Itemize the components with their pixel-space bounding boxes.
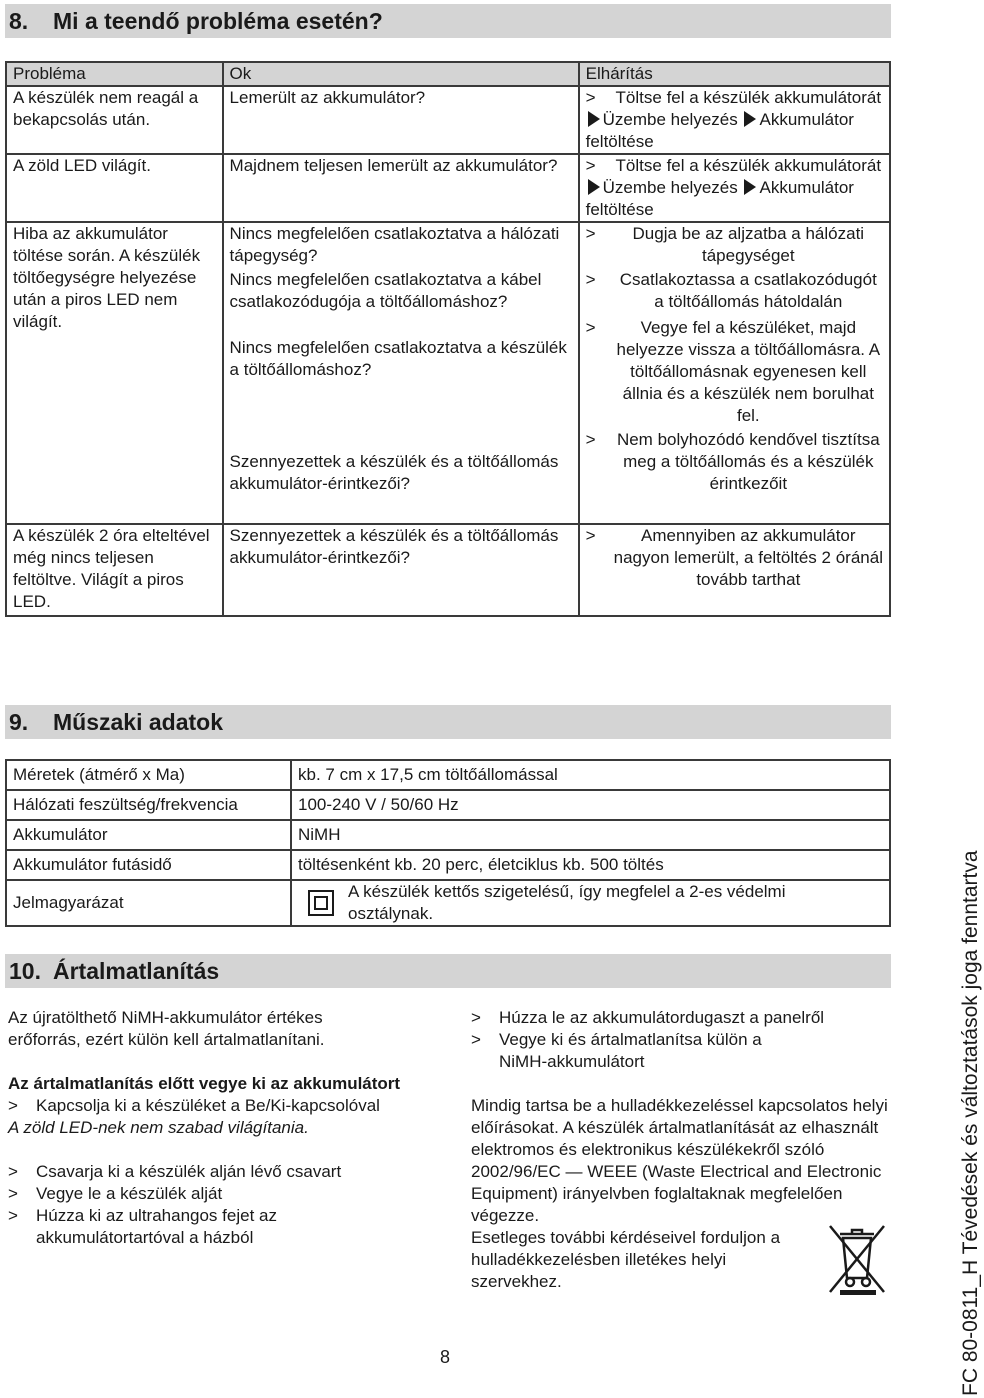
spec-value: NiMH bbox=[291, 820, 890, 850]
spec-label: Akkumulátor bbox=[6, 820, 291, 850]
disposal-heading: Az ártalmatlanítás előtt vegye ki az akkumulátort bbox=[8, 1074, 401, 1093]
problem-cell: A készülék 2 óra elteltével még nincs teljesen feltöltve. Világít a piros LED. bbox=[6, 524, 223, 616]
disposal-note: A zöld LED-nek nem szabad világítania. bbox=[8, 1118, 309, 1137]
navigation-path bbox=[586, 177, 883, 199]
spec-row bbox=[6, 820, 890, 850]
remedy-cell bbox=[579, 154, 890, 222]
nav-step: Akkumulátor bbox=[759, 110, 854, 129]
table-row bbox=[6, 86, 890, 154]
spec-label: Jelmagyarázat bbox=[6, 880, 291, 926]
cause-cell: Majdnem teljesen lemerült az akkumulátor? bbox=[223, 154, 579, 222]
cause-text: Nincs megfelelően csatlakoztatva a készülék a töltőállomáshoz? bbox=[229, 338, 567, 379]
remedy-text: Amennyiben az akkumulátor nagyon lemerült, a feltöltés 2 óránál tovább tarthat bbox=[613, 526, 883, 589]
problem-cell: A készülék nem reagál a bekapcsolás után. bbox=[6, 86, 223, 154]
cause-cell: Szennyezettek a készülék és a töltőállomás akkumulátor-érintkezői? bbox=[223, 524, 579, 616]
cause-text: Nincs megfelelően csatlakoztatva a kábel csatlakozódugója a töltőállomáshoz? bbox=[229, 270, 542, 311]
bullet-symbol: > bbox=[8, 1206, 18, 1225]
table-row bbox=[6, 222, 890, 524]
remedy-text: Dugja be az aljzatba a hálózati tápegységet bbox=[632, 224, 865, 265]
spec-label: Hálózati feszültség/frekvencia bbox=[6, 790, 291, 820]
triangle-arrow-icon bbox=[588, 111, 600, 127]
nav-step: Üzembe helyezés bbox=[602, 110, 738, 129]
spec-value: töltésenként kb. 20 perc, életciklus kb. 500 töltés bbox=[291, 850, 890, 880]
table-row bbox=[6, 524, 890, 616]
nav-step: Üzembe helyezés bbox=[602, 178, 738, 197]
problem-cell: A zöld LED világít. bbox=[6, 154, 223, 222]
disposal-paragraph: Mindig tartsa be a hulladékkezeléssel kapcsolatos helyi előírásokat. A készülék ártalmatlanítását az elhasznált elektromos és elektronikus készülékekről szóló 2002/96/EC — WEEE (Waste Electrical and Electronic Equipment) irányelvben foglaltaknak megfelelően végezze. bbox=[471, 1096, 888, 1225]
bullet-symbol: > bbox=[8, 1184, 18, 1203]
section-title: Műszaki adatok bbox=[53, 709, 223, 735]
table-row bbox=[6, 154, 890, 222]
remedy-text: Töltse fel a készülék akkumulátorát bbox=[615, 156, 882, 175]
section-10-heading bbox=[5, 954, 891, 988]
disposal-intro: Az újratölthető NiMH-akkumulátor értékes erőforrás, ezért külön kell ártalmatlanítani. bbox=[8, 1008, 325, 1049]
specs-table bbox=[5, 759, 891, 927]
section-number: 10. bbox=[9, 958, 41, 984]
bullet-symbol: > bbox=[585, 270, 596, 289]
page-number: 8 bbox=[440, 1347, 451, 1367]
triangle-arrow-icon bbox=[744, 111, 756, 127]
spec-row bbox=[6, 880, 890, 926]
remedy-cell bbox=[579, 222, 890, 524]
navigation-path bbox=[586, 109, 883, 131]
section-title: Ártalmatlanítás bbox=[53, 958, 220, 984]
nav-step: feltöltése bbox=[585, 200, 654, 219]
bullet-symbol: > bbox=[585, 88, 596, 107]
spec-value: kb. 7 cm x 17,5 cm töltőállomással bbox=[291, 760, 890, 790]
disposal-paragraph: Esetleges további kérdéseivel forduljon a hulladékkezelésben illetékes helyi szervekhez. bbox=[471, 1228, 781, 1291]
remedy-text: Vegye fel a készüléket, majd helyezze vissza a töltőállomásra. A töltőállomásnak egyenesen kell állnia és a készülék nem borulhat fel. bbox=[616, 318, 881, 425]
bullet-symbol: > bbox=[585, 526, 596, 545]
spec-label: Méretek (átmérő x Ma) bbox=[6, 760, 291, 790]
disposal-step: Csavarja ki a készülék alján lévő csavart bbox=[36, 1162, 342, 1181]
problem-cell: Hiba az akkumulátor töltése során. A készülék töltőegységre helyezése után a piros LED nem világít. bbox=[6, 222, 223, 524]
spec-row bbox=[6, 760, 890, 790]
remedy-text: Nem bolyhozódó kendővel tisztítsa meg a töltőállomás és a készülék érintkezőit bbox=[616, 430, 880, 493]
remedy-text: Csatlakoztassa a csatlakozódugót a töltőállomás hátoldalán bbox=[619, 270, 877, 311]
crossed-bin-icon bbox=[826, 1222, 888, 1296]
bullet-symbol: > bbox=[471, 1030, 481, 1049]
section-title: Mi a teendő probléma esetén? bbox=[53, 8, 383, 34]
header-cause: Ok bbox=[223, 62, 579, 86]
disposal-step: Vegye ki és ártalmatlanítsa külön a NiMH-akkumulátort bbox=[499, 1030, 762, 1071]
bullet-symbol: > bbox=[585, 430, 596, 449]
spec-label: Akkumulátor futásidő bbox=[6, 850, 291, 880]
bullet-symbol: > bbox=[8, 1096, 18, 1115]
header-problem: Probléma bbox=[6, 62, 223, 86]
triangle-arrow-icon bbox=[588, 179, 600, 195]
cause-text: Szennyezettek a készülék és a töltőállomás akkumulátor-érintkezői? bbox=[229, 452, 559, 493]
legend-text: A készülék kettős szigetelésű, így megfelel a 2-es védelmi osztálynak. bbox=[348, 882, 786, 923]
section-9-heading bbox=[5, 705, 891, 739]
legend-cell bbox=[291, 880, 890, 926]
remedy-cell bbox=[579, 524, 890, 616]
bullet-symbol: > bbox=[585, 224, 596, 243]
disposal-step: Kapcsolja ki a készüléket a Be/Ki-kapcsolóval bbox=[36, 1096, 380, 1115]
bullet-symbol: > bbox=[471, 1008, 481, 1027]
section-8-heading bbox=[5, 4, 891, 38]
cause-cell: Lemerült az akkumulátor? bbox=[223, 86, 579, 154]
spec-row bbox=[6, 790, 890, 820]
remedy-cell bbox=[579, 86, 890, 154]
section-number: 9. bbox=[9, 709, 29, 735]
remedy-text: Töltse fel a készülék akkumulátorát bbox=[615, 88, 882, 107]
double-insulation-icon bbox=[308, 890, 334, 916]
triangle-arrow-icon bbox=[744, 179, 756, 195]
troubleshooting-table bbox=[5, 61, 891, 617]
disposal-step: Húzza le az akkumulátordugaszt a panelről bbox=[499, 1008, 825, 1027]
cause-text: Nincs megfelelően csatlakoztatva a hálózati tápegység? bbox=[229, 224, 560, 265]
disposal-step: Vegye le a készülék alját bbox=[36, 1184, 223, 1203]
bullet-symbol: > bbox=[585, 318, 596, 337]
cause-cell bbox=[223, 222, 579, 524]
bullet-symbol: > bbox=[8, 1162, 18, 1181]
spec-value: 100-240 V / 50/60 Hz bbox=[291, 790, 890, 820]
nav-step: feltöltése bbox=[585, 132, 654, 151]
side-text: FC 80-0811_H Tévedések és változtatások joga fenntartva bbox=[959, 850, 982, 1396]
disposal-step: Húzza ki az ultrahangos fejet az akkumulátortartóval a házból bbox=[36, 1206, 277, 1247]
section-number: 8. bbox=[9, 8, 29, 34]
header-remedy: Elhárítás bbox=[579, 62, 890, 86]
bullet-symbol: > bbox=[585, 156, 596, 175]
nav-step: Akkumulátor bbox=[759, 178, 854, 197]
disposal-left-column bbox=[8, 1007, 428, 1249]
spec-row bbox=[6, 850, 890, 880]
